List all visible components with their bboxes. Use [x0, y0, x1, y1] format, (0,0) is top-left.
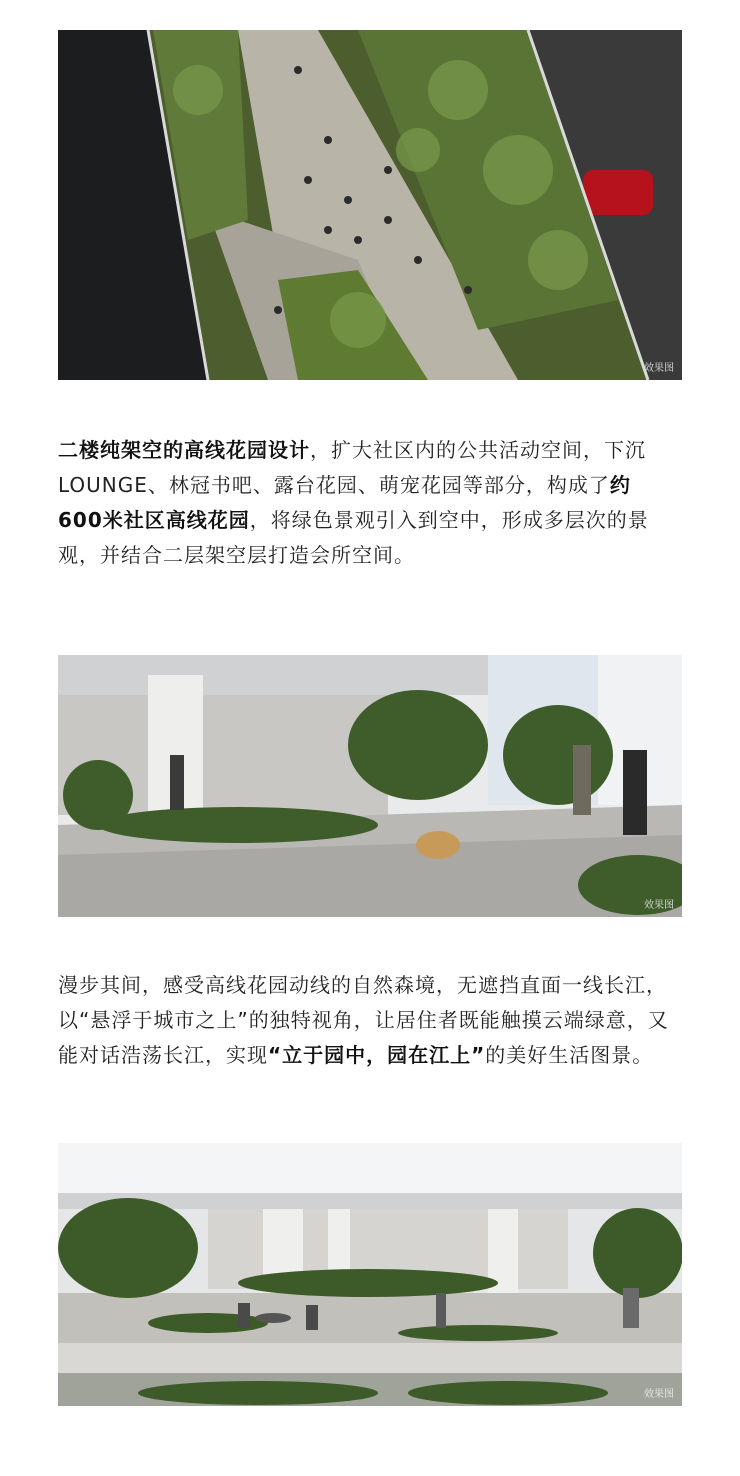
aerial-garden-rendering — [58, 30, 682, 380]
para2-line1: 漫步其间，感受高线花园动线的自然森境，无遮挡直面一线长江， — [58, 973, 667, 997]
terrace-garden-rendering — [58, 1143, 682, 1406]
para1-highlight-3: 600米社区高线花园 — [58, 508, 250, 532]
para1-line1 — [58, 433, 688, 468]
para1-line4: 观，并结合二层架空层打造会所空间。 — [58, 543, 415, 567]
pet-garden-illustration — [58, 655, 682, 917]
para1-line3-text: ，将绿色景观引入到空中，形成多层次的景 — [249, 508, 649, 532]
para2-line3 — [58, 1038, 688, 1073]
para2-line2: 以“悬浮于城市之上”的独特视角，让居住者既能触摸云端绿意，又 — [58, 1008, 669, 1032]
para1-highlight-2: 约 — [609, 473, 631, 497]
para1-line3 — [58, 503, 688, 538]
terrace-garden-illustration — [58, 1143, 682, 1406]
para2-line3-text-a: 能对话浩荡长江，实现 — [58, 1043, 268, 1067]
para1-line2 — [58, 468, 688, 503]
rendering-label: 效果图 — [644, 1389, 674, 1400]
para1-highlight-1: 二楼纯架空的高线花园设计 — [58, 438, 310, 462]
para2-line3-text-b: 的美好生活图景。 — [485, 1043, 654, 1067]
para2-highlight: “立于园中，园在江上” — [268, 1043, 486, 1067]
para1-line2-text: LOUNGE、林冠书吧、露台花园、萌宠花园等部分，构成了 — [58, 473, 610, 497]
rendering-label: 效果图 — [644, 363, 674, 374]
intro-paragraph — [58, 433, 688, 573]
para1-line1-text: ，扩大社区内的公共活动空间，下沉 — [310, 438, 646, 462]
aerial-garden-illustration — [58, 30, 682, 380]
pet-garden-rendering — [58, 655, 682, 917]
stroll-paragraph — [58, 968, 688, 1073]
rendering-label: 效果图 — [644, 900, 674, 911]
